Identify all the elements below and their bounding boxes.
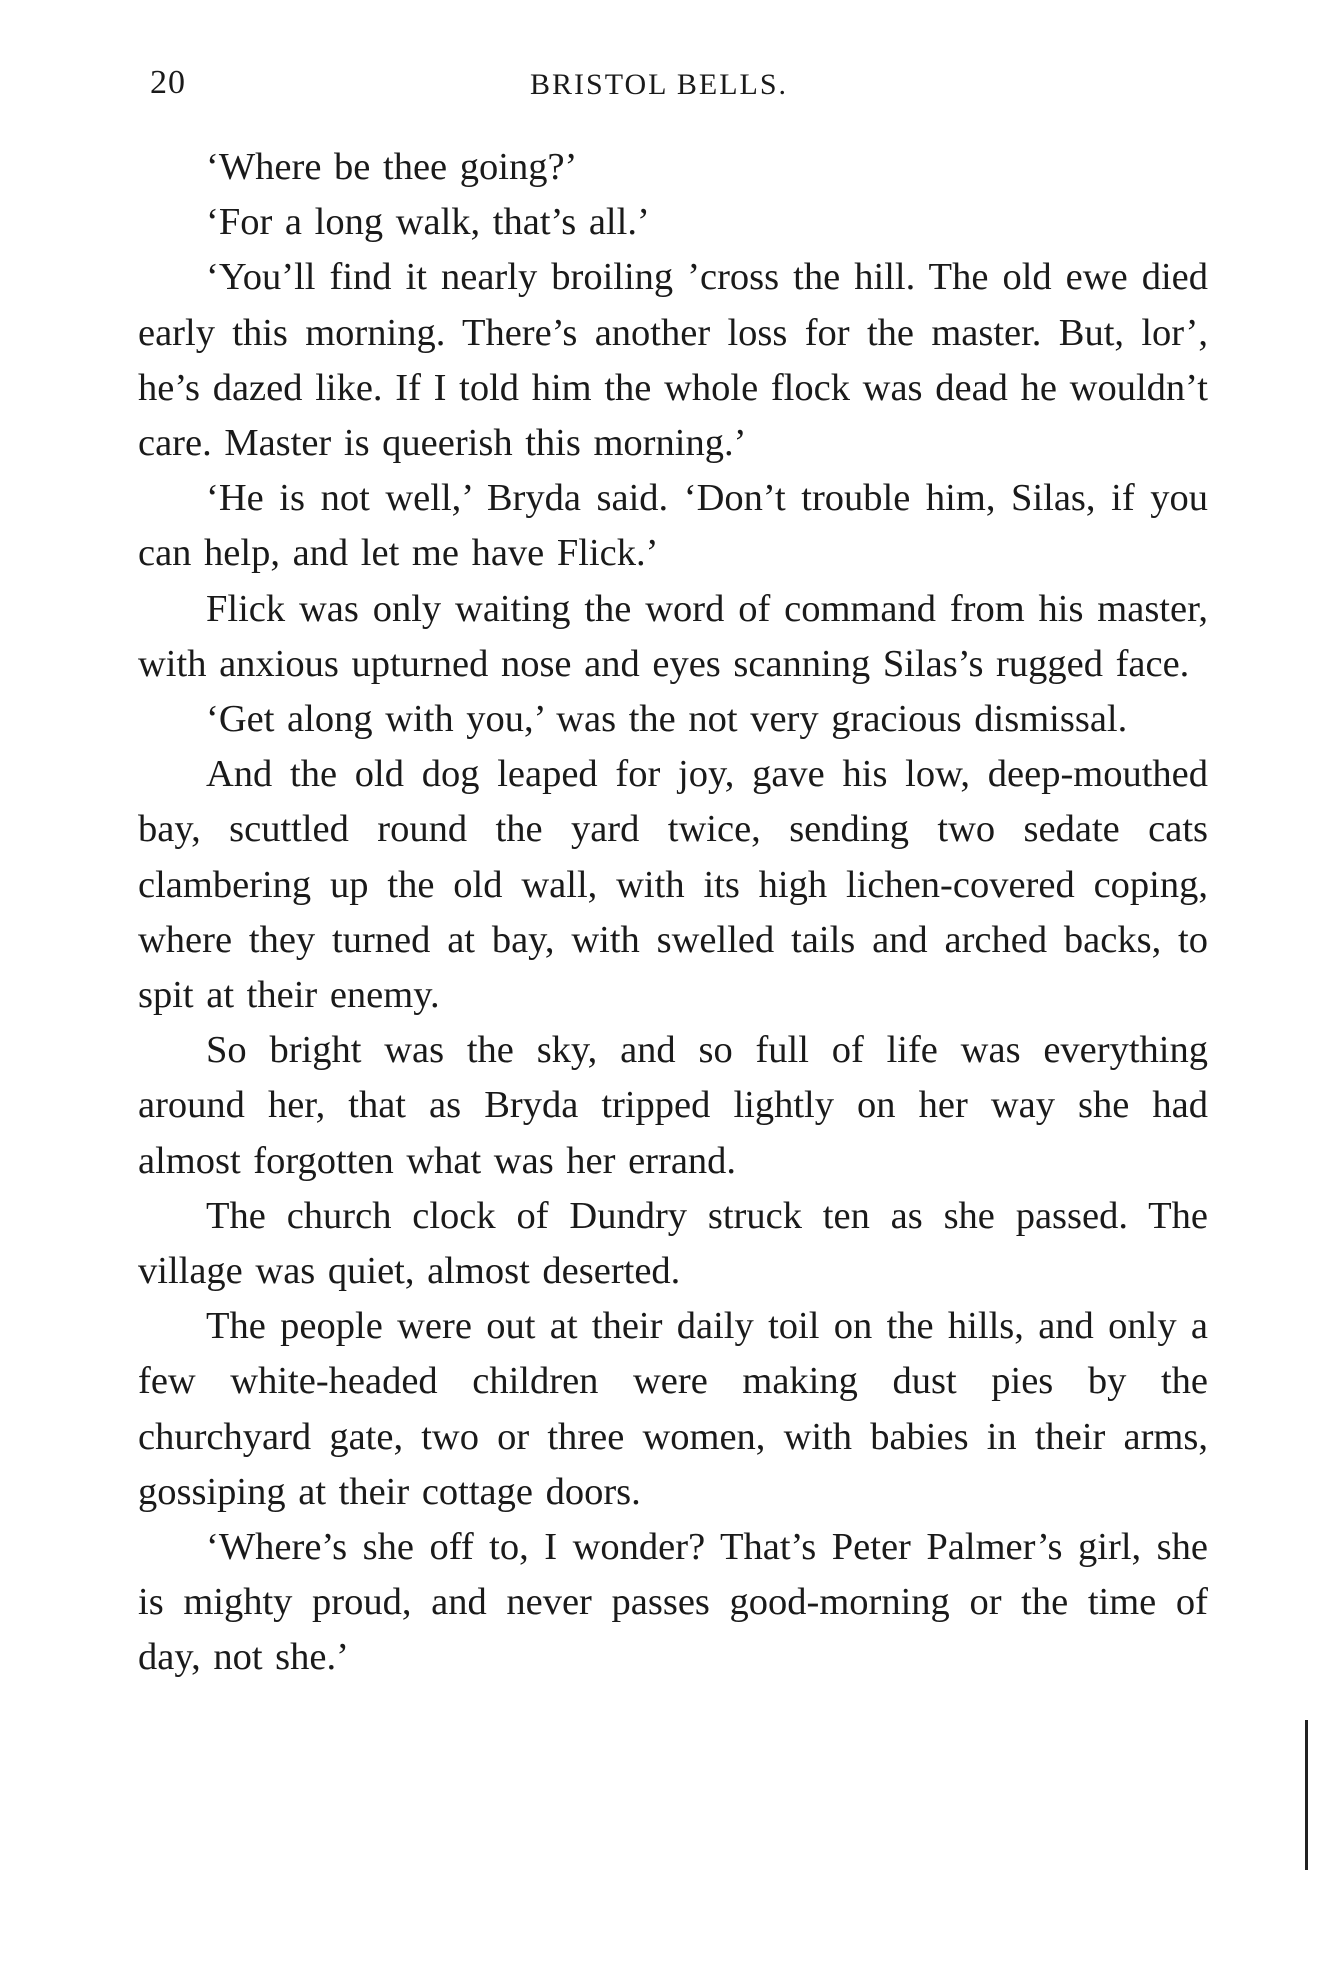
paragraph: ‘You’ll find it nearly broiling ’cross the hill. The old ewe died early this morning. There’s another loss for the master. But, lor’, he’s dazed like. If I told him the whole flock was dead he wouldn’t care. Master is queerish this morning.’ xyxy=(138,256,1208,465)
paragraph: So bright was the sky, and so full of life was everything around her, that as Bryda tripped lightly on her way she had almost forgotten what was her errand. xyxy=(138,1029,1208,1182)
page-header xyxy=(150,64,1200,114)
paragraph: And the old dog leaped for joy, gave his low, deep-mouthed bay, scuttled round the yard twice, sending two sedate cats clambering up the old wall, with its high lichen-covered coping, where they turned at bay, with swelled tails and arched backs, to spit at their enemy. xyxy=(138,753,1208,1017)
running-title: BRISTOL BELLS. xyxy=(530,68,789,101)
body-text xyxy=(138,140,1208,1686)
scan-edge-mark xyxy=(1305,1720,1308,1870)
paragraph: Flick was only waiting the word of command from his master, with anxious upturned nose and eyes scanning Silas’s rugged face. xyxy=(138,587,1208,685)
paragraph: ‘Where be thee going?’ xyxy=(206,146,578,188)
page-number: 20 xyxy=(150,64,186,101)
paragraph: The church clock of Dundry struck ten as she passed. The village was quiet, almost deserted. xyxy=(138,1194,1208,1293)
paragraph: ‘Get along with you,’ was the not very gracious dismissal. xyxy=(206,698,1128,741)
paragraph: ‘He is not well,’ Bryda said. ‘Don’t trouble him, Silas, if you can help, and let me have Flick.’ xyxy=(138,477,1208,575)
paragraph: ‘Where’s she off to, I wonder? That’s Peter Palmer’s girl, she is mighty proud, and never passes good-morning or the time of day, not she.’ xyxy=(138,1526,1208,1679)
paragraph: ‘For a long walk, that’s all.’ xyxy=(206,201,650,244)
paragraph: The people were out at their daily toil on the hills, and only a few white-headed children were making dust pies by the churchyard gate, two or three women, with babies in their arms, gossiping at their cottage doors. xyxy=(138,1305,1208,1513)
